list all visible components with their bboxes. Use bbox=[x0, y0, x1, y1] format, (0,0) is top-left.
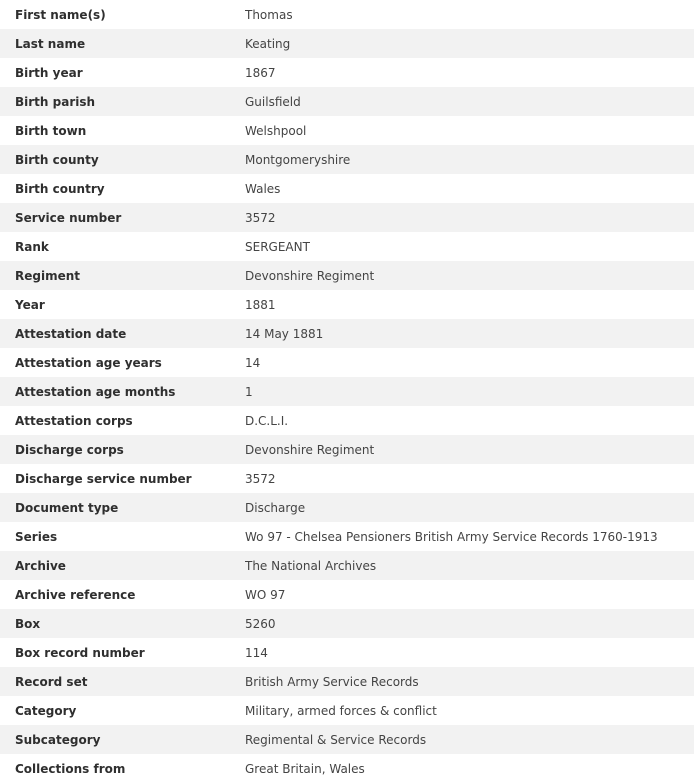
field-value: 14 May 1881 bbox=[245, 319, 694, 348]
table-row bbox=[0, 348, 694, 377]
table-row bbox=[0, 609, 694, 638]
table-row bbox=[0, 58, 694, 87]
field-label: Rank bbox=[0, 232, 245, 261]
field-label: Birth county bbox=[0, 145, 245, 174]
table-row bbox=[0, 696, 694, 725]
table-row bbox=[0, 667, 694, 696]
field-label: Attestation corps bbox=[0, 406, 245, 435]
table-row bbox=[0, 377, 694, 406]
table-row bbox=[0, 203, 694, 232]
field-label: Year bbox=[0, 290, 245, 319]
field-label: Box record number bbox=[0, 638, 245, 667]
field-value: 14 bbox=[245, 348, 694, 377]
table-row bbox=[0, 435, 694, 464]
field-value: Devonshire Regiment bbox=[245, 435, 694, 464]
field-value: 114 bbox=[245, 638, 694, 667]
field-value: D.C.L.I. bbox=[245, 406, 694, 435]
field-label: Attestation date bbox=[0, 319, 245, 348]
table-row bbox=[0, 638, 694, 667]
field-value: WO 97 bbox=[245, 580, 694, 609]
field-label: Discharge corps bbox=[0, 435, 245, 464]
field-value: Discharge bbox=[245, 493, 694, 522]
field-value: Military, armed forces & conflict bbox=[245, 696, 694, 725]
field-value: British Army Service Records bbox=[245, 667, 694, 696]
field-value: 1 bbox=[245, 377, 694, 406]
table-row bbox=[0, 145, 694, 174]
field-label: Birth country bbox=[0, 174, 245, 203]
field-label: Collections from bbox=[0, 754, 245, 783]
field-label: Birth parish bbox=[0, 87, 245, 116]
table-row bbox=[0, 116, 694, 145]
field-value: Guilsfield bbox=[245, 87, 694, 116]
field-value: Regimental & Service Records bbox=[245, 725, 694, 754]
field-value: 1881 bbox=[245, 290, 694, 319]
table-row bbox=[0, 319, 694, 348]
field-label: Last name bbox=[0, 29, 245, 58]
field-value: Great Britain, Wales bbox=[245, 754, 694, 783]
field-label: Record set bbox=[0, 667, 245, 696]
field-value: Devonshire Regiment bbox=[245, 261, 694, 290]
field-label: Box bbox=[0, 609, 245, 638]
table-row bbox=[0, 290, 694, 319]
field-label: Regiment bbox=[0, 261, 245, 290]
field-label: Archive reference bbox=[0, 580, 245, 609]
field-label: Service number bbox=[0, 203, 245, 232]
field-value: Welshpool bbox=[245, 116, 694, 145]
field-value: 1867 bbox=[245, 58, 694, 87]
table-row bbox=[0, 580, 694, 609]
field-label: Attestation age years bbox=[0, 348, 245, 377]
field-label: Archive bbox=[0, 551, 245, 580]
field-value: SERGEANT bbox=[245, 232, 694, 261]
field-value: Wales bbox=[245, 174, 694, 203]
field-label: Subcategory bbox=[0, 725, 245, 754]
table-row bbox=[0, 0, 694, 29]
table-row bbox=[0, 493, 694, 522]
field-value: Thomas bbox=[245, 0, 694, 29]
table-row bbox=[0, 522, 694, 551]
table-row bbox=[0, 464, 694, 493]
table-row bbox=[0, 406, 694, 435]
field-label: Series bbox=[0, 522, 245, 551]
field-value: 3572 bbox=[245, 203, 694, 232]
field-label: Document type bbox=[0, 493, 245, 522]
field-label: Discharge service number bbox=[0, 464, 245, 493]
table-row bbox=[0, 174, 694, 203]
field-label: Birth year bbox=[0, 58, 245, 87]
table-row bbox=[0, 29, 694, 58]
field-label: Attestation age months bbox=[0, 377, 245, 406]
field-label: First name(s) bbox=[0, 0, 245, 29]
table-row bbox=[0, 87, 694, 116]
field-value: 3572 bbox=[245, 464, 694, 493]
table-row bbox=[0, 261, 694, 290]
field-label: Category bbox=[0, 696, 245, 725]
table-row bbox=[0, 725, 694, 754]
field-value: Keating bbox=[245, 29, 694, 58]
table-row bbox=[0, 232, 694, 261]
field-value: Wo 97 - Chelsea Pensioners British Army Service Records 1760-1913 bbox=[245, 522, 694, 551]
field-value: The National Archives bbox=[245, 551, 694, 580]
table-row bbox=[0, 551, 694, 580]
table-row bbox=[0, 754, 694, 783]
field-label: Birth town bbox=[0, 116, 245, 145]
field-value: 5260 bbox=[245, 609, 694, 638]
field-value: Montgomeryshire bbox=[245, 145, 694, 174]
